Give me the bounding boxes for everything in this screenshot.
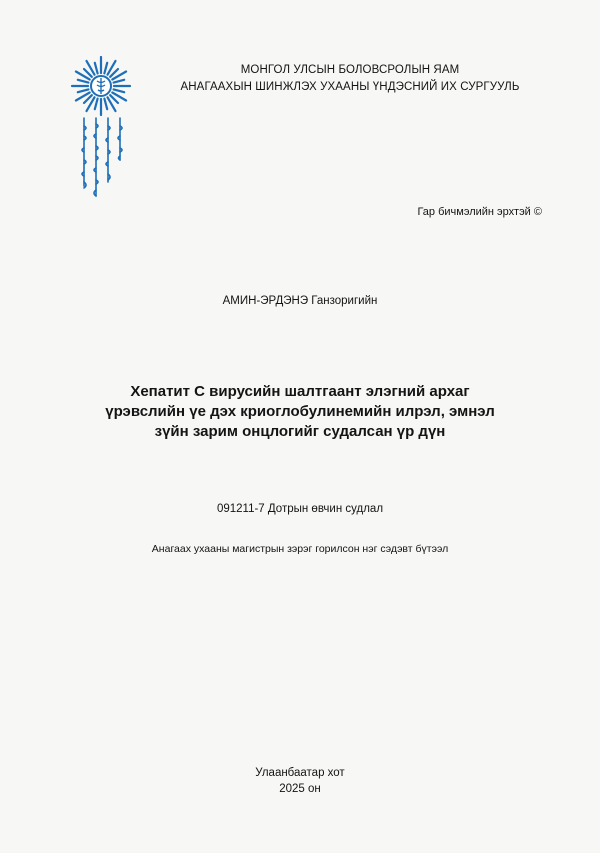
emblem-ray — [114, 80, 125, 83]
thesis-title — [50, 382, 550, 442]
emblem-ray — [78, 89, 89, 92]
emblem-ray — [104, 63, 107, 74]
university-emblem-icon — [70, 56, 132, 206]
emblem-ray — [114, 89, 125, 92]
emblem-ray — [78, 80, 89, 83]
ministry-name: МОНГОЛ УЛСЫН БОЛОВСРОЛЫН ЯАМ — [240, 64, 460, 76]
institution-header — [150, 62, 550, 96]
degree-description: Анагаах ухааны магистрын зэрэг горилсон нэг сэдэвт бүтээл — [151, 543, 449, 555]
thesis-title-line: зүйн зарим онцлогийг судалсан үр дүн — [154, 423, 446, 440]
university-name: АНАГААХЫН ШИНЖЛЭХ УХААНЫ ҮНДЭСНИЙ ИХ СУРГУУЛЬ — [180, 81, 520, 93]
thesis-title-line: Хепатит С вирусийн шалтгаант элэгний архаг — [130, 383, 470, 400]
copyright-notice: Гар бичмэлийн эрхтэй © — [417, 206, 542, 218]
thesis-title-line: үрэвслийн үе дэх криоглобулинемийн илрэл, эмнэл — [105, 403, 495, 420]
emblem-ray — [104, 99, 107, 110]
city-name: Улаанбаатар хот — [255, 767, 345, 779]
emblem-ray — [95, 63, 98, 74]
year: 2025 он — [279, 783, 321, 795]
place-and-date — [0, 765, 600, 797]
specialty-code: 091211-7 Дотрын өвчин судлал — [216, 503, 384, 515]
author-name: АМИН-ЭРДЭНЭ Ганзоригийн — [222, 295, 378, 307]
emblem-ray — [95, 99, 98, 110]
